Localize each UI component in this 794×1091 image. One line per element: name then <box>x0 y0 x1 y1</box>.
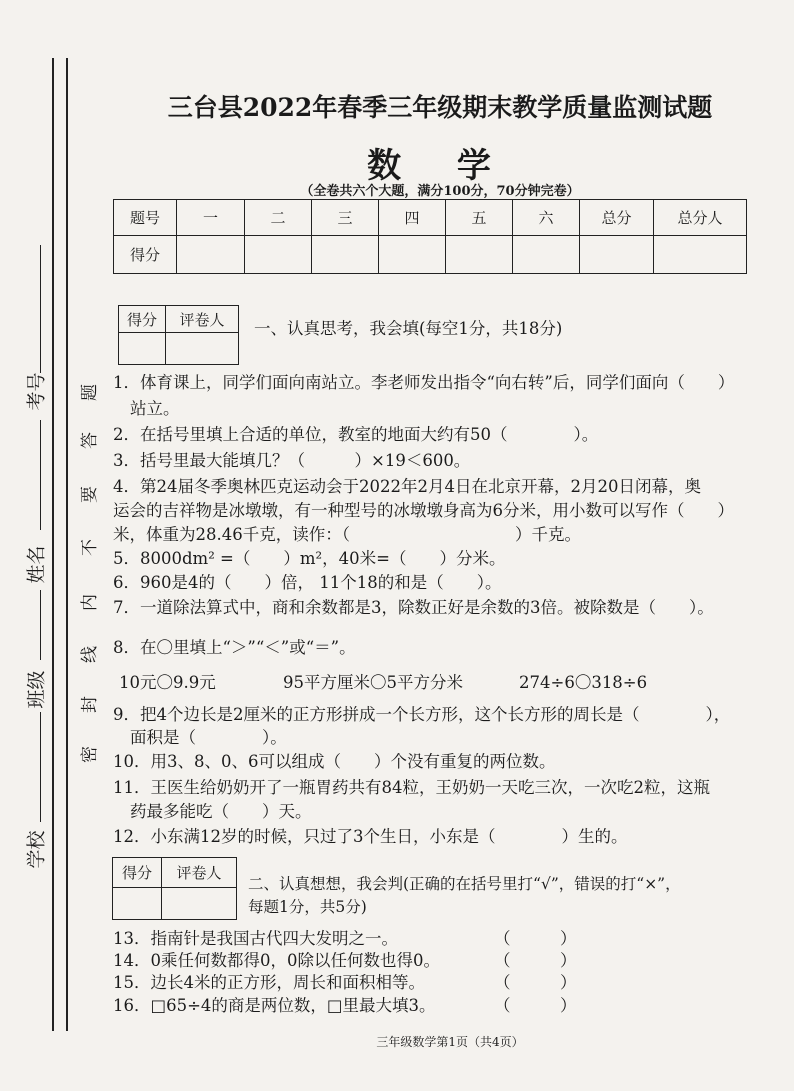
seal-char: 封 <box>80 696 100 713</box>
question-line: 8．在〇里填上“＞”“＜”或“＝”。 <box>113 638 356 657</box>
grader-box <box>112 857 237 920</box>
seal-char: 线 <box>80 646 100 663</box>
question-line: 5．8000dm² =（ ）m²，40米=（ ）分米。 <box>113 549 506 568</box>
question-line: 12．小东满12岁的时候，只过了3个生日，小东是（ ）生的。 <box>113 827 628 846</box>
score-cell[interactable] <box>177 236 245 274</box>
score-cell[interactable] <box>580 236 654 274</box>
judge-paren[interactable]: （ ） <box>494 973 577 992</box>
field-line-name[interactable] <box>40 420 41 530</box>
compare-item: 10元〇9.9元 <box>119 673 216 692</box>
field-label-name: 姓名 <box>25 545 48 584</box>
score-row-label: 得分 <box>114 236 177 274</box>
score-cell[interactable] <box>654 236 747 274</box>
question-line: 9．把4个边长是2厘米的正方形拼成一个长方形，这个长方形的周长是（ ）， <box>113 705 731 724</box>
question-line: 7．一道除法算式中，商和余数都是3，除数正好是余数的3倍。被除数是（ ）。 <box>113 598 714 617</box>
exam-title: 三台县2022年春季三年级期末教学质量监测试题 <box>167 93 713 122</box>
judge-paren[interactable]: （ ） <box>494 951 577 970</box>
score-table <box>113 199 747 274</box>
field-label-exam-number: 考号 <box>25 372 48 411</box>
grader-box <box>118 305 239 365</box>
binding-line-right <box>66 58 68 1031</box>
compare-item: 95平方厘米〇5平方分米 <box>283 673 463 692</box>
score-header: 四 <box>379 200 446 236</box>
score-header: 总分 <box>580 200 654 236</box>
subject-title: 数 学 <box>367 146 513 186</box>
page-footer: 三年级数学第1页（共4页） <box>376 1035 524 1049</box>
question-line: 10．用3、8、0、6可以组成（ ）个没有重复的两位数。 <box>113 752 556 771</box>
grader-score-cell[interactable] <box>119 333 166 365</box>
question-line: 米，体重为28.46千克，读作：（ ）千克。 <box>113 525 581 544</box>
question-line: 运会的吉祥物是冰墩墩，有一种型号的冰墩墩身高为6分米，用小数可以写作（ ） <box>113 501 734 520</box>
question-line: 药最多能吃（ ）天。 <box>130 802 312 821</box>
judge-item: 15．边长4米的正方形，周长和面积相等。 <box>113 973 425 992</box>
seal-char: 不 <box>80 539 100 556</box>
seal-char: 要 <box>80 486 100 503</box>
question-line: 面积是（ ）。 <box>130 728 287 747</box>
section-heading: 二、认真想想，我会判(正确的在括号里打“√”，错误的打“×”， <box>248 875 681 893</box>
question-line: 3．括号里最大能填几？（ ）×19＜600。 <box>113 451 471 470</box>
grader-name-label: 评卷人 <box>166 306 239 333</box>
score-cell[interactable] <box>312 236 379 274</box>
question-line: 2．在括号里填上合适的单位，教室的地面大约有50（ ）。 <box>113 425 599 444</box>
score-header: 六 <box>513 200 580 236</box>
field-label-class: 班级 <box>25 670 48 709</box>
judge-paren[interactable]: （ ） <box>494 996 577 1015</box>
question-line: 1．体育课上，同学们面向南站立。李老师发出指令“向右转”后，同学们面向（ ） <box>113 373 735 392</box>
score-header: 五 <box>446 200 513 236</box>
score-cell[interactable] <box>379 236 446 274</box>
field-label-school: 学校 <box>25 830 48 869</box>
grader-score-cell[interactable] <box>113 888 162 920</box>
exam-note: （全卷共六个大题，满分100分，70分钟完卷） <box>300 184 580 199</box>
question-line: 6．960是4的（ ）倍， 11个18的和是（ ）。 <box>113 573 502 592</box>
grader-score-label: 得分 <box>113 858 162 888</box>
seal-char: 答 <box>80 432 100 449</box>
score-header: 题号 <box>114 200 177 236</box>
score-header: 一 <box>177 200 245 236</box>
score-header: 总分人 <box>654 200 747 236</box>
seal-char: 题 <box>80 384 100 401</box>
field-line-class[interactable] <box>40 590 41 660</box>
question-line: 站立。 <box>130 399 180 418</box>
question-line: 11．王医生给奶奶开了一瓶胃药共有84粒，王奶奶一天吃三次，一次吃2粒，这瓶 <box>113 778 710 797</box>
field-line-exam-number[interactable] <box>40 245 41 373</box>
binding-line-left <box>52 58 54 1031</box>
score-cell[interactable] <box>245 236 312 274</box>
judge-item: 13．指南针是我国古代四大发明之一。 <box>113 929 398 948</box>
compare-item: 274÷6〇318÷6 <box>519 673 648 692</box>
judge-item: 14．0乘任何数都得0，0除以任何数也得0。 <box>113 951 440 970</box>
score-header: 二 <box>245 200 312 236</box>
section-heading: 一、认真思考，我会填(每空1分，共18分) <box>254 319 563 338</box>
question-line: 4．第24届冬季奥林匹克运动会于2022年2月4日在北京开幕，2月20日闭幕，奥 <box>113 477 701 496</box>
score-header: 三 <box>312 200 379 236</box>
grader-score-label: 得分 <box>119 306 166 333</box>
grader-name-cell[interactable] <box>166 333 239 365</box>
judge-paren[interactable]: （ ） <box>494 929 577 948</box>
field-line-school[interactable] <box>40 712 41 822</box>
seal-char: 密 <box>80 746 100 763</box>
score-cell[interactable] <box>446 236 513 274</box>
grader-name-label: 评卷人 <box>162 858 237 888</box>
score-cell[interactable] <box>513 236 580 274</box>
section-heading-cont: 每题1分，共5分) <box>248 898 367 916</box>
grader-name-cell[interactable] <box>162 888 237 920</box>
seal-char: 内 <box>80 594 100 611</box>
judge-item: 16．□65÷4的商是两位数，□里最大填3。 <box>113 996 436 1015</box>
